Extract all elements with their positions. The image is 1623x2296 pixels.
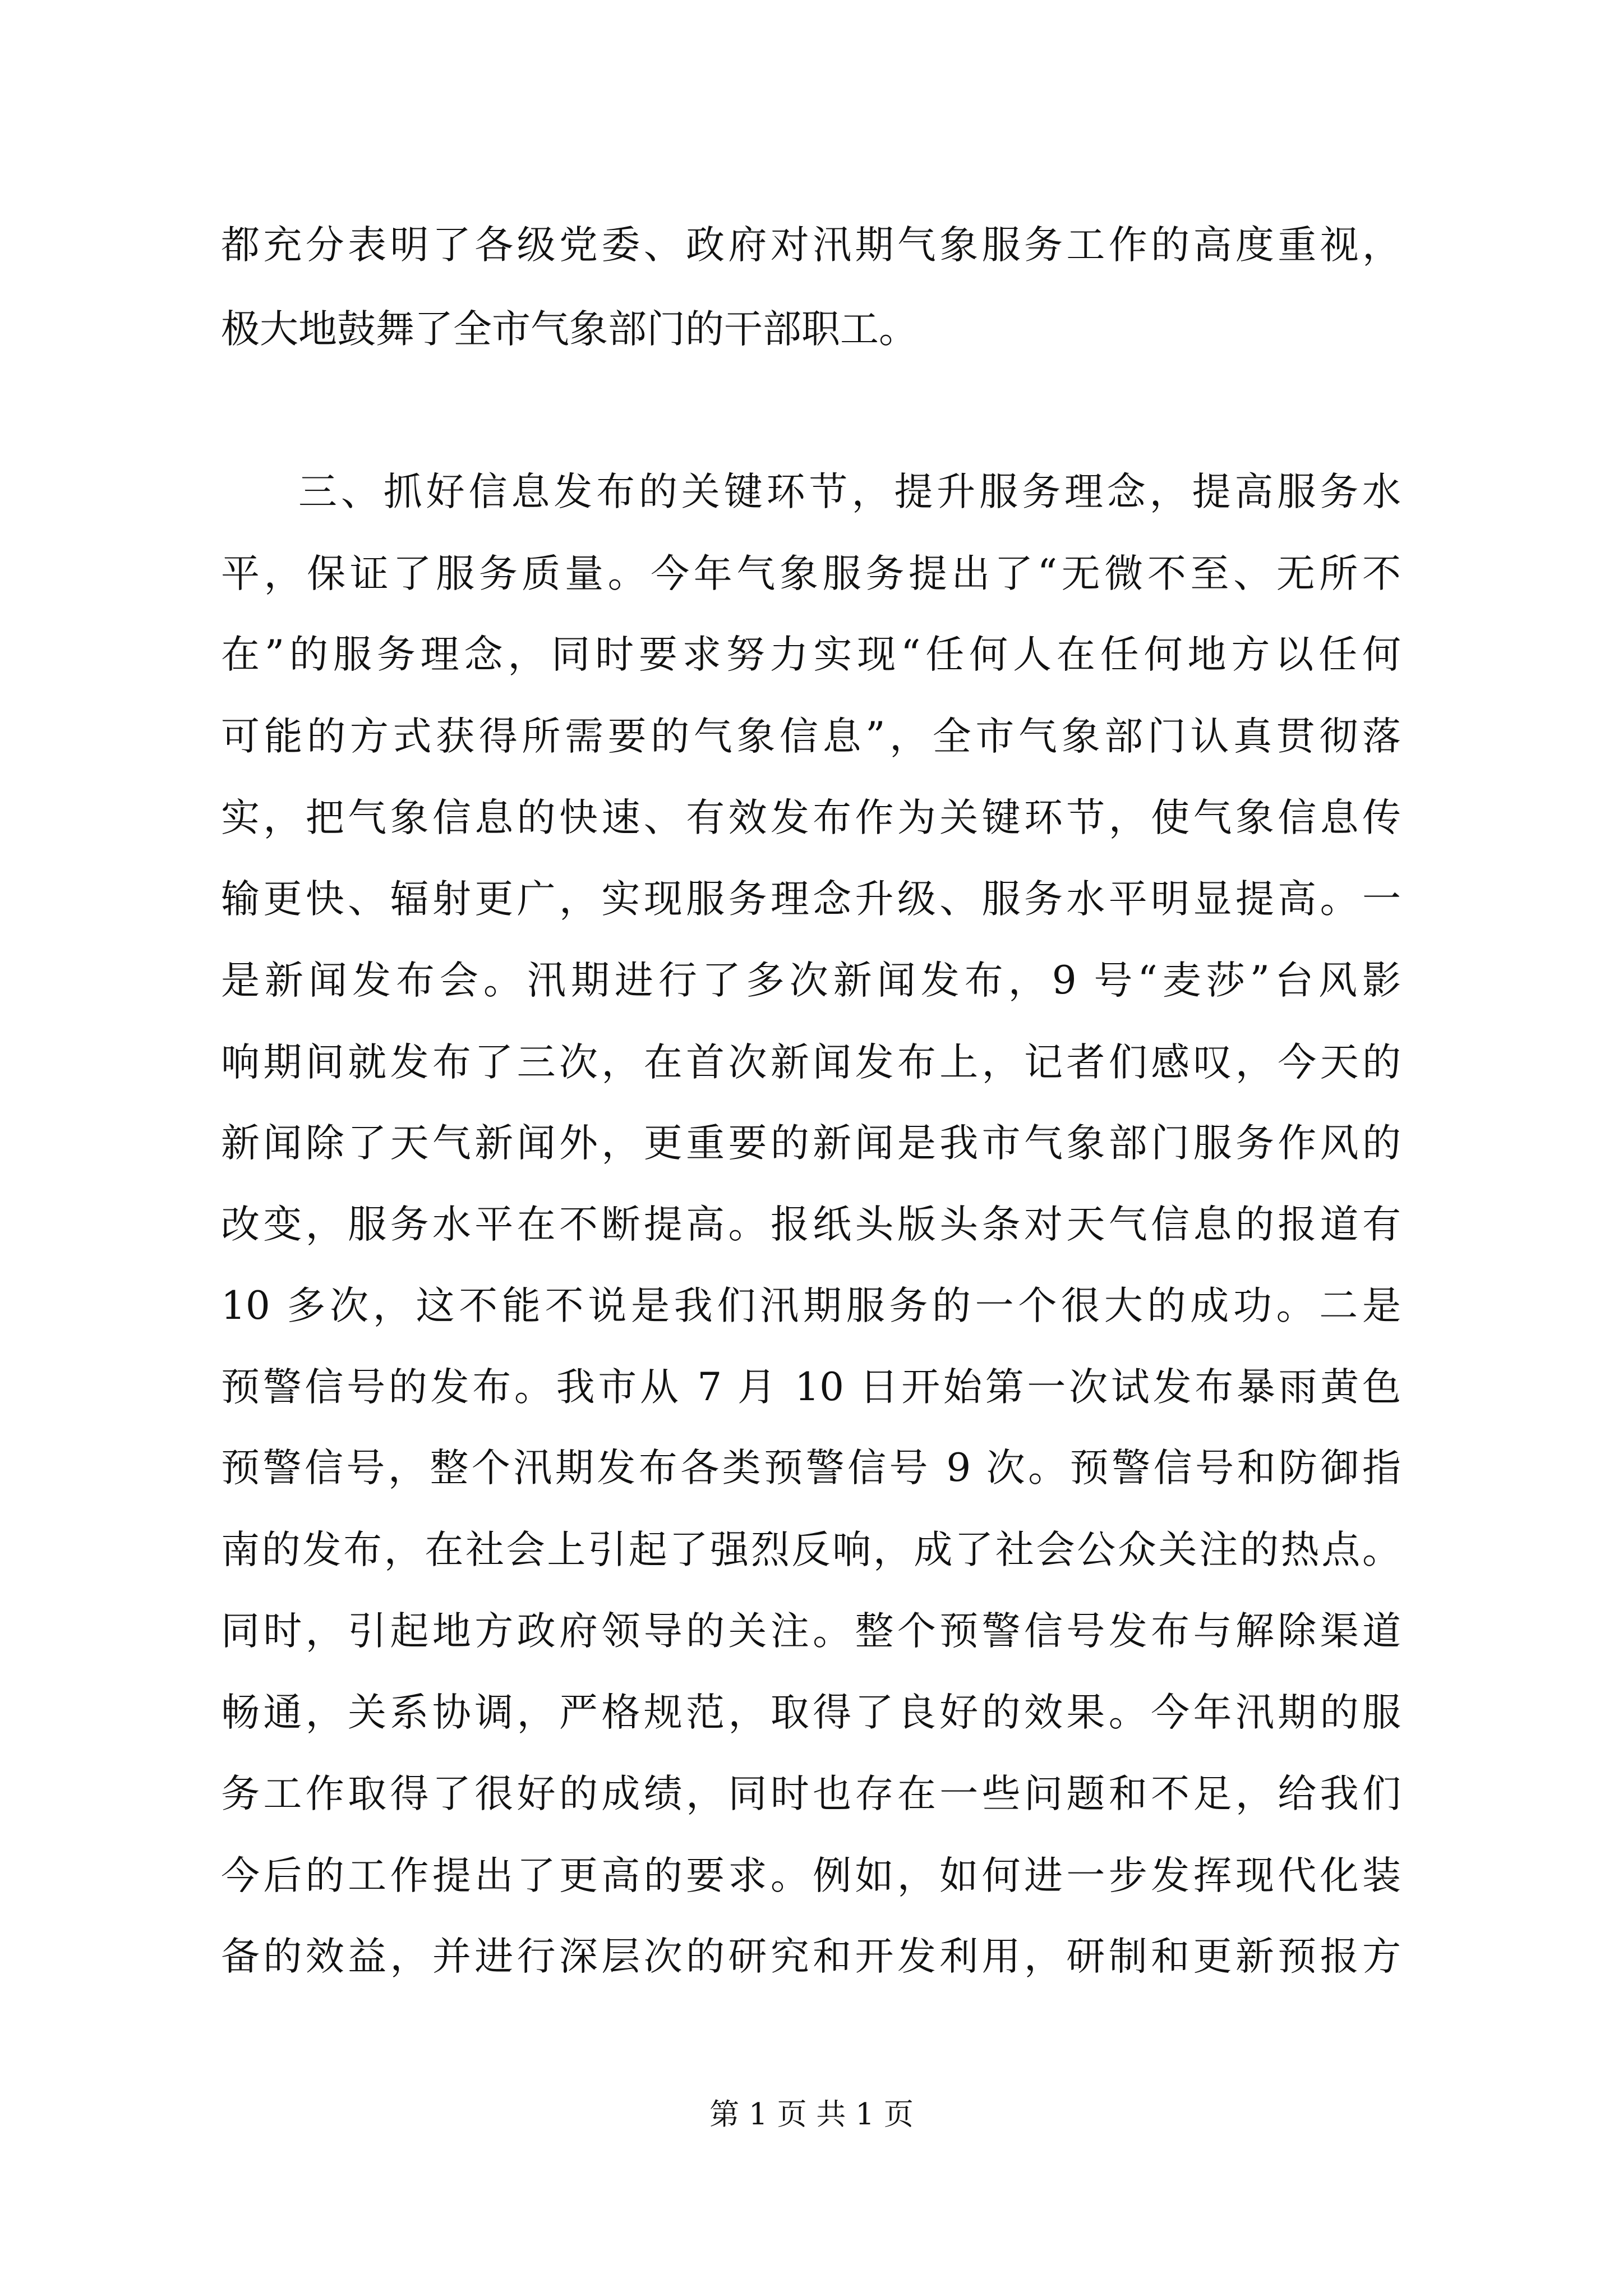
- text-line-9: 是新闻发布会。汛期进行了多次新闻发布，9 号“麦莎”台风影: [221, 958, 1401, 1003]
- text-line-17: 同时，引起地方政府领导的关注。整个预警信号发布与解除渠道: [221, 1609, 1401, 1654]
- text-line-4: 平，保证了服务质量。今年气象服务提出了“无微不至、无所不: [221, 551, 1401, 596]
- text-line-14: 预警信号的发布。我市从 7 月 10 日开始第一次试发布暴雨黄色: [221, 1365, 1401, 1410]
- text-line-20: 今后的工作提出了更高的要求。例如，如何进一步发挥现代化装: [221, 1853, 1401, 1898]
- text-line-15: 预警信号，整个汛期发布各类预警信号 9 次。预警信号和防御指: [221, 1446, 1401, 1490]
- text-line-18: 畅通，关系协调，严格规范，取得了良好的效果。今年汛期的服: [221, 1690, 1401, 1735]
- text-line-10: 响期间就发布了三次，在首次新闻发布上，记者们感叹，今天的: [221, 1040, 1401, 1085]
- text-line-21: 备的效益，并进行深层次的研究和开发利用，研制和更新预报方: [221, 1934, 1401, 1979]
- text-line-6: 可能的方式获得所需要的气象信息”，全市气象部门认真贯彻落: [221, 714, 1401, 759]
- text-line-3: 三、抓好信息发布的关键环节，提升服务理念，提高服务水: [298, 470, 1401, 514]
- text-line-8: 输更快、辐射更广，实现服务理念升级、服务水平明显提高。一: [221, 877, 1401, 922]
- page-footer: 第 1 页 共 1 页: [709, 2097, 914, 2132]
- text-line-12: 改变，服务水平在不断提高。报纸头版头条对天气信息的报道有: [221, 1202, 1401, 1247]
- text-line-2: 极大地鼓舞了全市气象部门的干部职工。: [221, 307, 917, 352]
- text-line-19: 务工作取得了很好的成绩，同时也存在一些问题和不足，给我们: [221, 1772, 1401, 1816]
- text-line-5: 在”的服务理念，同时要求努力实现“任何人在任何地方以任何: [221, 632, 1401, 677]
- text-line-1: 都充分表明了各级党委、政府对汛期气象服务工作的高度重视，: [221, 223, 1401, 268]
- text-line-16: 南的发布，在社会上引起了强烈反响，成了社会公众关注的热点。: [221, 1527, 1401, 1572]
- text-line-7: 实，把气象信息的快速、有效发布作为关键环节，使气象信息传: [221, 795, 1401, 840]
- text-line-13: 10 多次，这不能不说是我们汛期服务的一个很大的成功。二是: [221, 1283, 1401, 1328]
- text-line-11: 新闻除了天气新闻外，更重要的新闻是我市气象部门服务作风的: [221, 1121, 1401, 1166]
